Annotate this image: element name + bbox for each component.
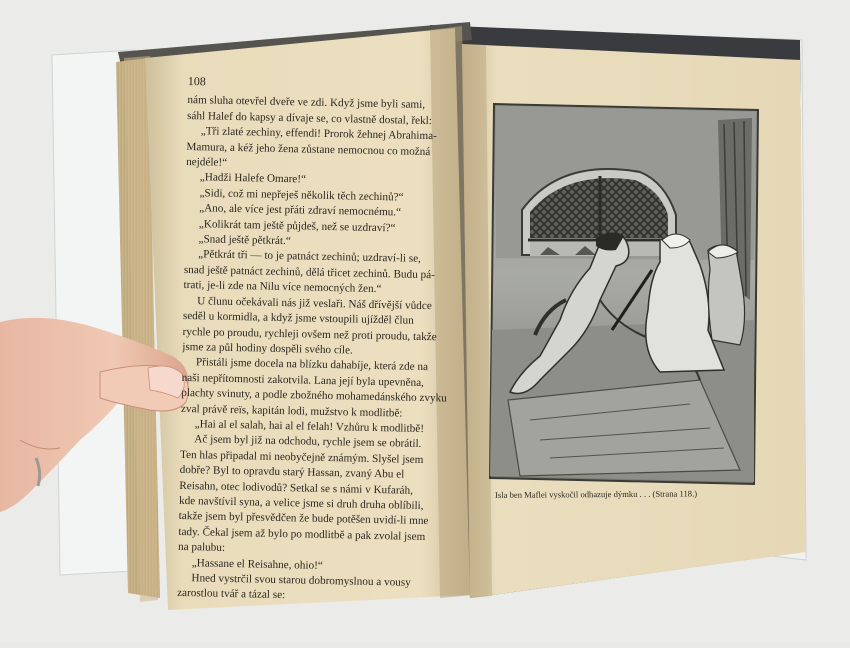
text-line: „Hadži Halefe Omare!“	[199, 171, 307, 186]
book-illustration	[490, 104, 758, 484]
text-line: „Snad ještě pětkrát.“	[198, 233, 291, 248]
text-line: Ač jsem byl již na odchodu, rychle jsem se obrátil.	[194, 433, 422, 451]
text-line: Mamura, a kéž jeho žena zůstane nemocnou co možná	[186, 140, 431, 158]
text-line: snad ještě patnáct zechinů, dělá třicet zechinů. Budu pá-	[183, 263, 435, 282]
text-line: Přistáli jsme docela na blízku dahabíje, která zde na	[195, 356, 429, 374]
text-line: „Sidi, což mi nepřeješ několik těch zechinů?“	[199, 187, 404, 204]
text-line: kde navštívil syna, a velice jsme si druh druha oblíbili,	[178, 494, 424, 512]
text-line: plachty svinuty, a podle zbožného mohamedánského zvyku	[181, 387, 447, 405]
text-line: „Tři zlaté zechiny, effendi! Prorok žehnej Abrahima-	[200, 125, 437, 143]
text-line: „Hassane el Reisahne, ohio!“	[191, 556, 323, 572]
page-number: 108	[187, 74, 206, 89]
text-line: „Hai al el salah, hai al el felah! Vzhůru k modlitbě!	[194, 418, 425, 435]
text-line: nám sluha otevřel dveře ve zdi. Když jsme byli sami,	[187, 94, 426, 112]
text-line: „Ano, ale více jest přáti zdraví nemocnému.“	[199, 202, 402, 219]
text-line: seděl u kormidla, a když jsme vstoupili ujížděl člun	[182, 310, 414, 327]
text-line: sáhl Halef do kapsy a dívaje se, co vlastně dostal, řekl:	[186, 109, 433, 127]
left-page-text	[177, 74, 458, 607]
text-line: Ten hlas připadal mi neobyčejně známým. Slyšel jsem	[179, 448, 424, 466]
text-line: naši nepřítomnosti zakotvila. Lana její byla upevněna,	[181, 371, 425, 389]
text-line: nejdéle!“	[186, 156, 228, 169]
text-line: „Kolikrát tam ještě půjdeš, než se uzdraví?“	[198, 217, 396, 235]
text-line: tady. Čekal jsem až bylo po modlitbě a pak zvolal jsem	[178, 525, 426, 543]
text-line: rychle po proudu, rychleji ovšem než proti proudu, takže	[182, 325, 437, 343]
text-line: trati, je-li zde na Nilu více nemocných žen.“	[183, 279, 382, 296]
text-line: jsme za půl hodiny dospěli svého cíle.	[182, 340, 353, 357]
text-line: zarostlou tvář a tázal se:	[176, 587, 286, 602]
text-line: U člunu očekávali nás již veslaři. Náš dřívější vůdce	[197, 294, 432, 312]
text-line: na palubu:	[177, 541, 226, 555]
text-line: Hned vystrčil svou starou dobromyslnou a vousy	[191, 572, 411, 589]
text-line: takže jsem byl přesvědčen že bude potěšen uvidí-li mne	[178, 510, 429, 528]
illustration-caption: Isla ben Maflei vyskočil odhazuje dýmku . . . (Strana 118.)	[494, 488, 698, 500]
text-line: Reisahn, otec lodivodů? Setkal se s námi v Kufaráh,	[179, 479, 414, 497]
text-line: „Pětkrát tři — to je patnáct zechinů; uzdraví-li se,	[198, 248, 422, 266]
text-line: dobře? Byl to opravdu starý Hassan, zvaný Abu el	[179, 464, 405, 481]
text-line: zval právě reïs, kapitán lodi, mužstvo k modlitbě:	[180, 402, 403, 420]
